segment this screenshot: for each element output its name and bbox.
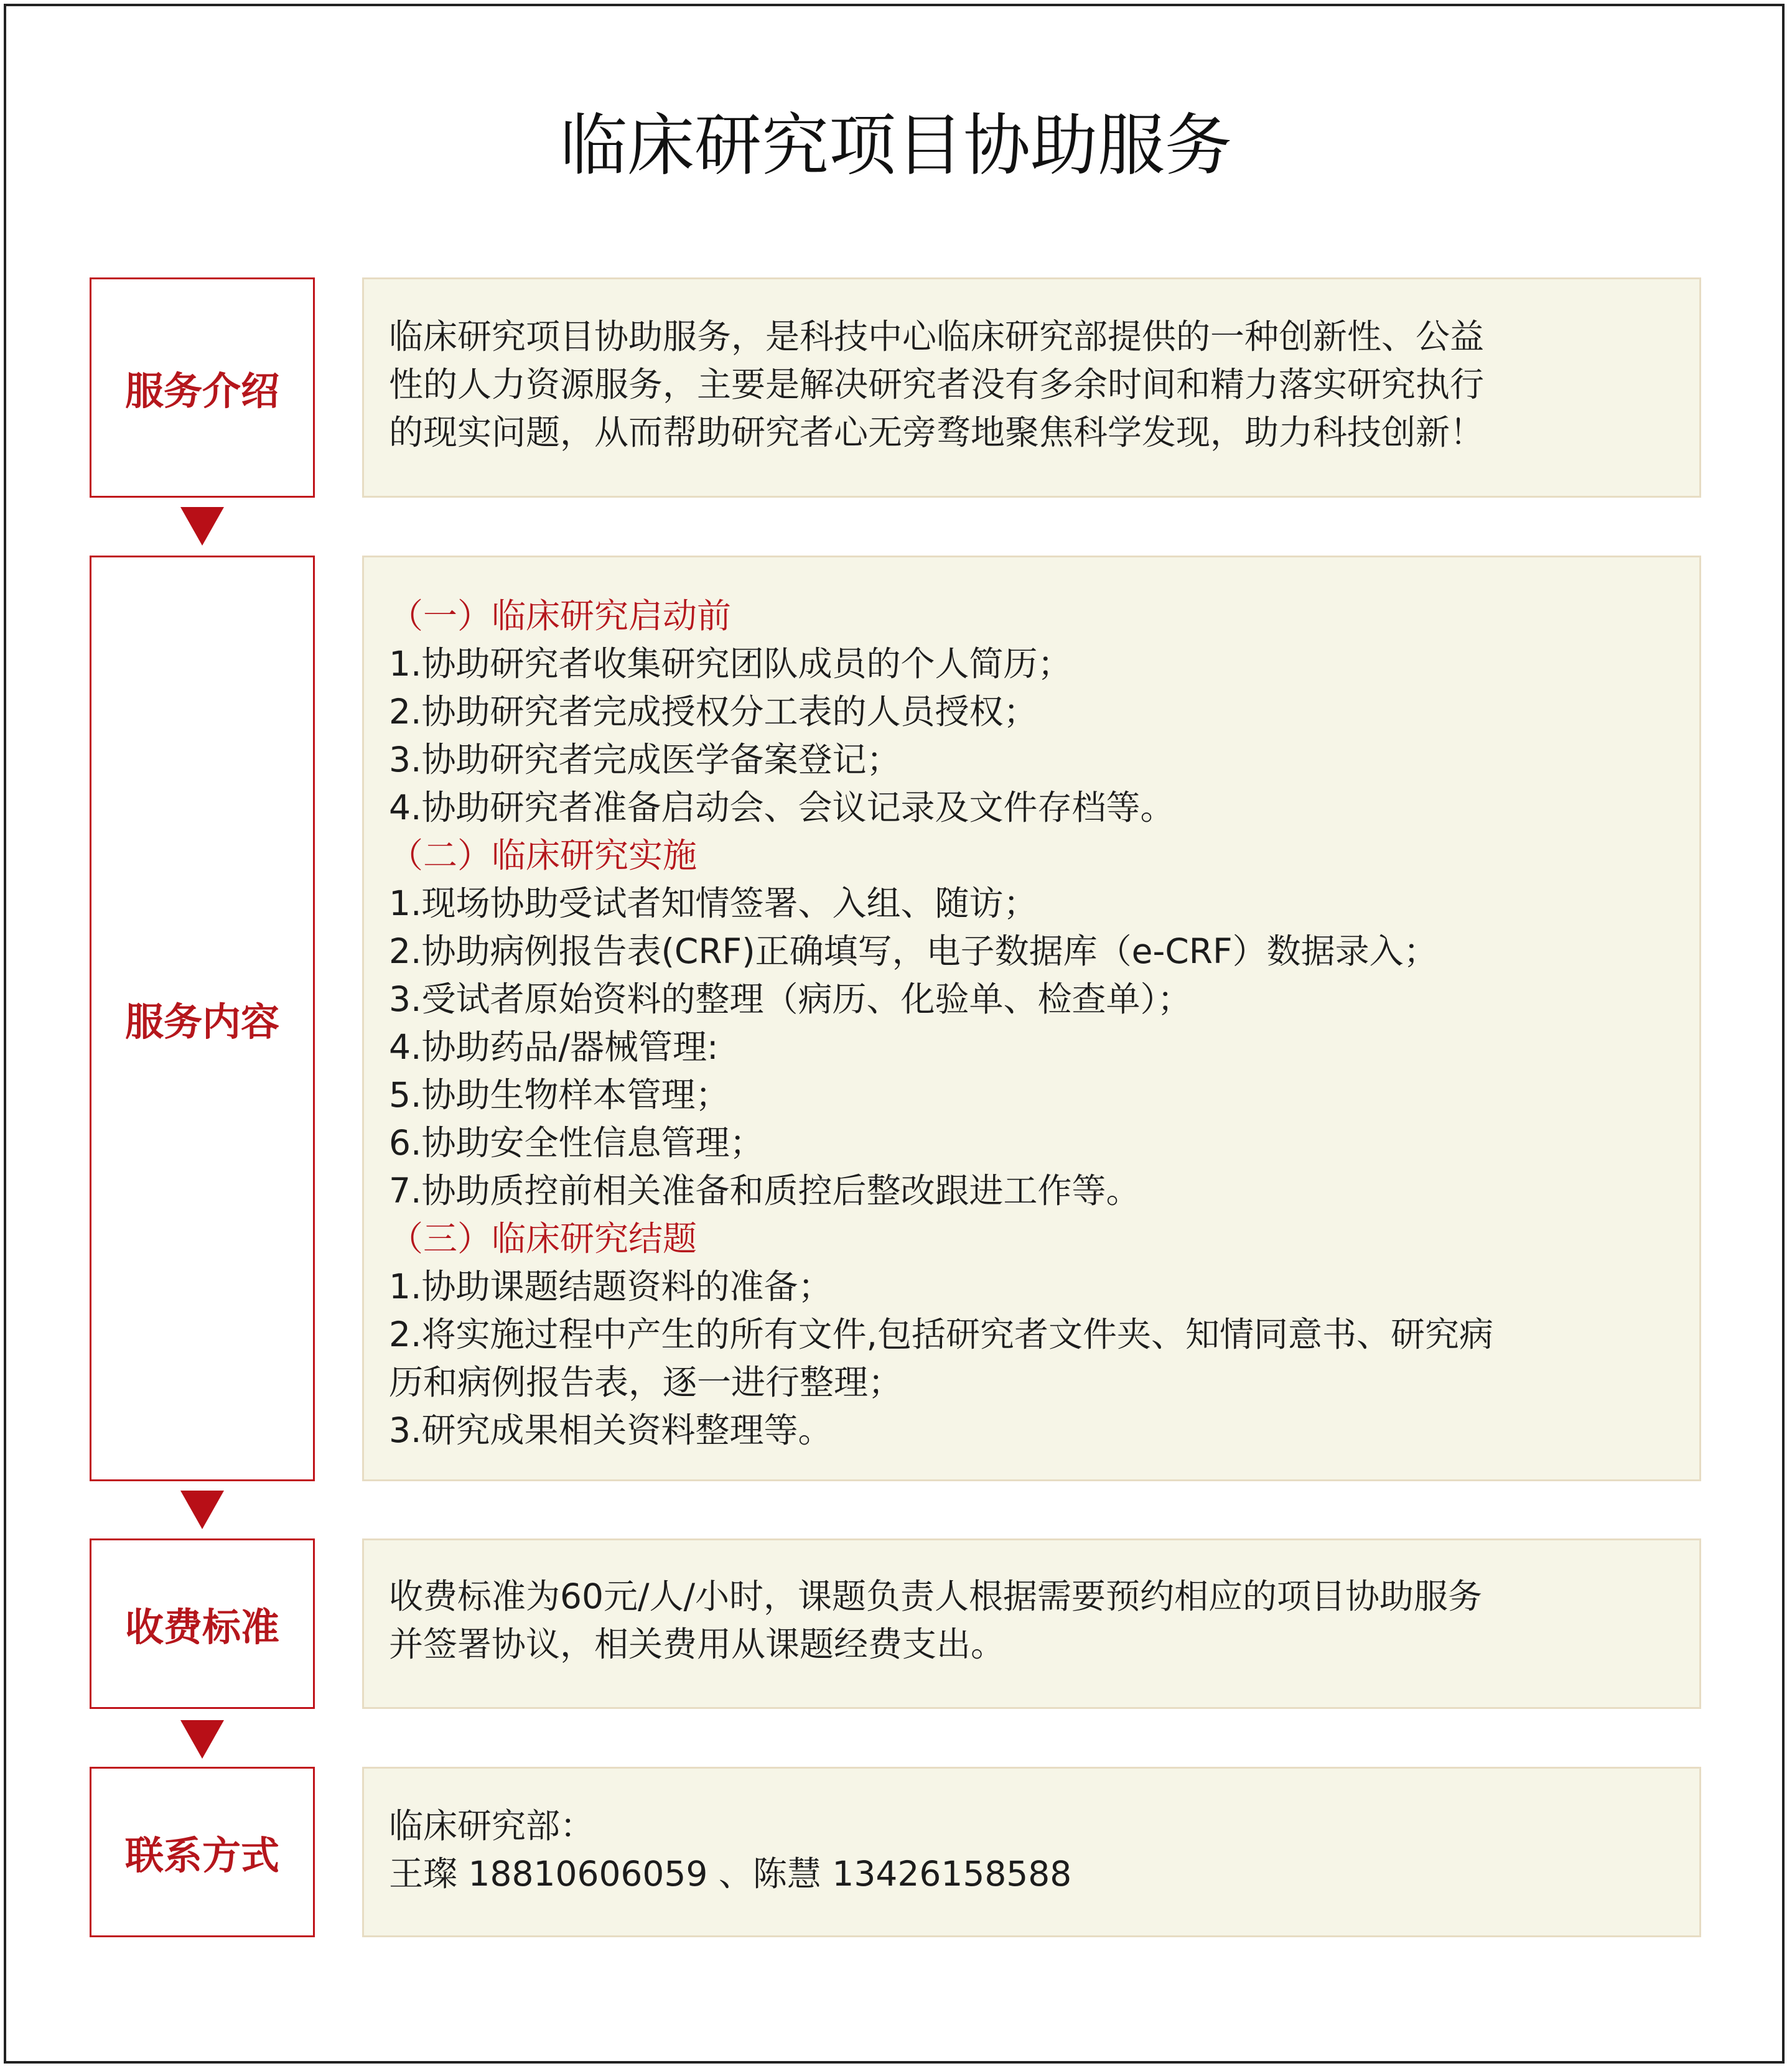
panel-service-intro	[362, 277, 1701, 498]
content-item: 1.协助课题结题资料的准备；	[389, 1267, 833, 1306]
section-heading: （三）临床研究结题	[389, 1219, 698, 1259]
fees-line: 收费标准为60元/人/小时，课题负责人根据需要预约相应的项目协助服务	[389, 1576, 1483, 1616]
panel-service-content	[362, 556, 1701, 1481]
content-item: 2.协助病例报告表(CRF)正确填写，电子数据库（e-CRF）数据录入；	[389, 931, 1438, 971]
section-heading: （一）临床研究启动前	[389, 596, 732, 636]
content-item: 2.将实施过程中产生的所有文件,包括研究者文件夹、知情同意书、研究病	[389, 1315, 1493, 1354]
section-heading: （二）临床研究实施	[389, 835, 698, 875]
fees-line: 并签署协议，相关费用从课题经费支出。	[389, 1624, 1006, 1664]
panel-contact	[362, 1767, 1701, 1937]
content-item: 2.协助研究者完成授权分工表的人员授权；	[389, 692, 1038, 732]
label-service-intro: 服务介绍	[90, 277, 315, 498]
intro-line: 性的人力资源服务，主要是解决研究者没有多余时间和精力落实研究执行	[389, 365, 1485, 404]
flow-arrow-icon	[180, 1720, 224, 1759]
content-item: 5.协助生物样本管理；	[389, 1075, 730, 1115]
page-title: 临床研究项目协助服务	[559, 107, 1232, 185]
content-item: 1.协助研究者收集研究团队成员的个人简历；	[389, 644, 1072, 684]
content-item: 4.协助药品/器械管理:	[389, 1027, 719, 1067]
content-item: 3.研究成果相关资料整理等。	[389, 1410, 833, 1450]
content-item: 3.协助研究者完成医学备案登记；	[389, 740, 901, 780]
label-service-content: 服务内容	[90, 556, 315, 1481]
panel-fees	[362, 1538, 1701, 1709]
contact-dept: 临床研究部：	[389, 1806, 595, 1846]
intro-line: 的现实问题，从而帮助研究者心无旁骛地聚焦科学发现，助力科技创新！	[389, 412, 1485, 452]
content-item: 3.受试者原始资料的整理（病历、化验单、检查单）；	[389, 979, 1192, 1019]
flow-arrow-icon	[180, 507, 224, 546]
content-item: 历和病例报告表，逐一进行整理；	[389, 1362, 903, 1402]
contact-phones: 王璨 18810606059 、陈慧 13426158588	[389, 1854, 1072, 1894]
content-item: 1.现场协助受试者知情签署、入组、随访；	[389, 883, 1038, 923]
flow-arrow-icon	[180, 1491, 224, 1529]
content-item: 4.协助研究者准备启动会、会议记录及文件存档等。	[389, 788, 1175, 827]
intro-line: 临床研究项目协助服务，是科技中心临床研究部提供的一种创新性、公益	[389, 317, 1485, 356]
content-item: 6.协助安全性信息管理；	[389, 1123, 764, 1163]
label-contact: 联系方式	[90, 1767, 315, 1937]
content-item: 7.协助质控前相关准备和质控后整改跟进工作等。	[389, 1171, 1141, 1211]
label-fees: 收费标准	[90, 1538, 315, 1709]
